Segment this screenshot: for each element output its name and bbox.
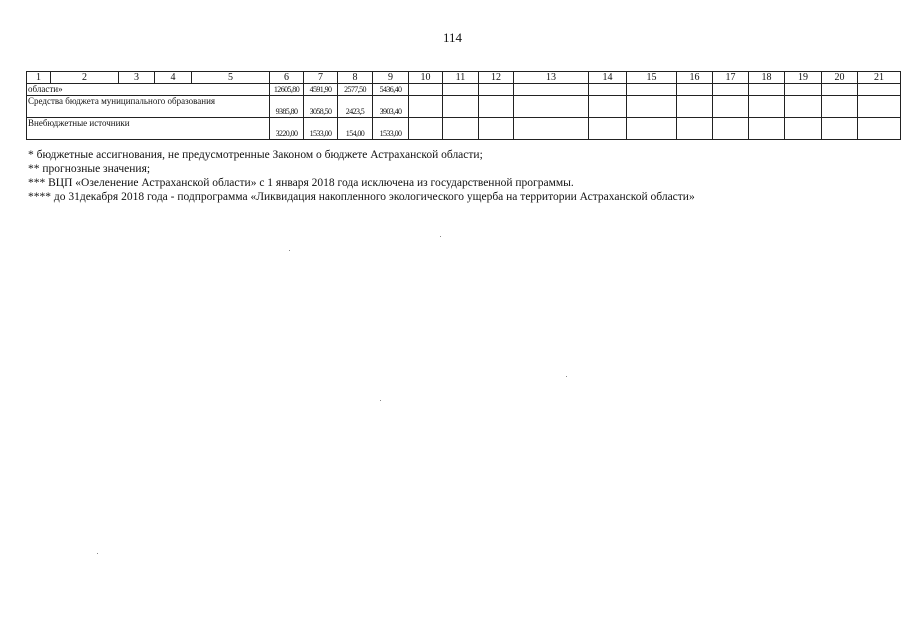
- table-cell: 5436,40: [373, 84, 409, 96]
- footnotes: [28, 148, 888, 204]
- table-cell: [677, 118, 713, 140]
- table-cell: 154,00: [338, 118, 373, 140]
- table-cell: [627, 84, 677, 96]
- scan-speck: [380, 400, 381, 401]
- table-cell: [589, 96, 627, 118]
- table-cell: 1533,00: [304, 118, 338, 140]
- column-header: 15: [627, 72, 677, 84]
- table-cell: 2423,5: [338, 96, 373, 118]
- table-cell: [785, 84, 822, 96]
- table-cell: 1533,00: [373, 118, 409, 140]
- table-cell: [589, 118, 627, 140]
- column-header: 9: [373, 72, 409, 84]
- table-cell: [627, 96, 677, 118]
- row-label: Внебюджетные источники: [27, 118, 270, 140]
- column-header: 3: [119, 72, 155, 84]
- table-cell: [713, 118, 749, 140]
- table-cell: 3058,50: [304, 96, 338, 118]
- column-header: 8: [338, 72, 373, 84]
- column-header: 14: [589, 72, 627, 84]
- table-cell: 3903,40: [373, 96, 409, 118]
- table-cell: [443, 118, 479, 140]
- table-cell: [822, 84, 858, 96]
- scan-speck: [289, 250, 290, 251]
- table-cell: [514, 96, 589, 118]
- column-header: 17: [713, 72, 749, 84]
- scan-speck: [97, 553, 98, 554]
- column-header: 1: [27, 72, 51, 84]
- table-cell: 4591,90: [304, 84, 338, 96]
- scan-speck: [440, 236, 441, 237]
- table-cell: [677, 84, 713, 96]
- table-cell: 9385,80: [270, 96, 304, 118]
- table-header-row: [27, 72, 901, 84]
- table-cell: [858, 96, 901, 118]
- column-header: 4: [155, 72, 192, 84]
- page-number: 114: [442, 30, 463, 45]
- table-cell: [677, 96, 713, 118]
- table-cell: [749, 96, 785, 118]
- table-cell: [749, 84, 785, 96]
- table-cell: [409, 84, 443, 96]
- table-cell: [479, 118, 514, 140]
- table-row: [27, 84, 901, 96]
- table-cell: [713, 96, 749, 118]
- column-header: 13: [514, 72, 589, 84]
- table-cell: 12605,80: [270, 84, 304, 96]
- table-cell: [822, 96, 858, 118]
- table-cell: 3220,00: [270, 118, 304, 140]
- table-cell: [589, 84, 627, 96]
- scan-speck: [566, 376, 567, 377]
- footnote: *** ВЦП «Озеленение Астраханской области» с 1 января 2018 года исключена из государственной программы.: [28, 177, 574, 189]
- table-cell: [627, 118, 677, 140]
- column-header: 16: [677, 72, 713, 84]
- table-cell: [443, 84, 479, 96]
- table-cell: [479, 96, 514, 118]
- column-header: 19: [785, 72, 822, 84]
- footnote: * бюджетные ассигнования, не предусмотренные Законом о бюджете Астраханской области;: [28, 149, 483, 161]
- table-cell: [713, 84, 749, 96]
- table-cell: [443, 96, 479, 118]
- budget-table: [26, 71, 901, 140]
- table-cell: [822, 118, 858, 140]
- column-header: 21: [858, 72, 901, 84]
- table-cell: [858, 118, 901, 140]
- table-row: [27, 96, 901, 118]
- table-cell: [785, 118, 822, 140]
- footnote: **** до 31декабря 2018 года - подпрограмма «Ликвидация накопленного экологического ущерба на территории Астраханской области»: [28, 191, 695, 203]
- table-cell: [514, 118, 589, 140]
- column-header: 2: [51, 72, 119, 84]
- column-header: 12: [479, 72, 514, 84]
- table-cell: [749, 118, 785, 140]
- table-cell: [785, 96, 822, 118]
- column-header: 10: [409, 72, 443, 84]
- column-header: 7: [304, 72, 338, 84]
- table-cell: 2577,50: [338, 84, 373, 96]
- table-cell: [514, 84, 589, 96]
- row-label: Средства бюджета муниципального образования: [27, 96, 270, 118]
- table-cell: [479, 84, 514, 96]
- table-row: [27, 118, 901, 140]
- column-header: 6: [270, 72, 304, 84]
- column-header: 11: [443, 72, 479, 84]
- row-label: области»: [27, 84, 270, 96]
- table-cell: [858, 84, 901, 96]
- table-cell: [409, 96, 443, 118]
- footnote: ** прогнозные значения;: [28, 163, 151, 175]
- column-header: 5: [192, 72, 270, 84]
- table-cell: [409, 118, 443, 140]
- column-header: 18: [749, 72, 785, 84]
- column-header: 20: [822, 72, 858, 84]
